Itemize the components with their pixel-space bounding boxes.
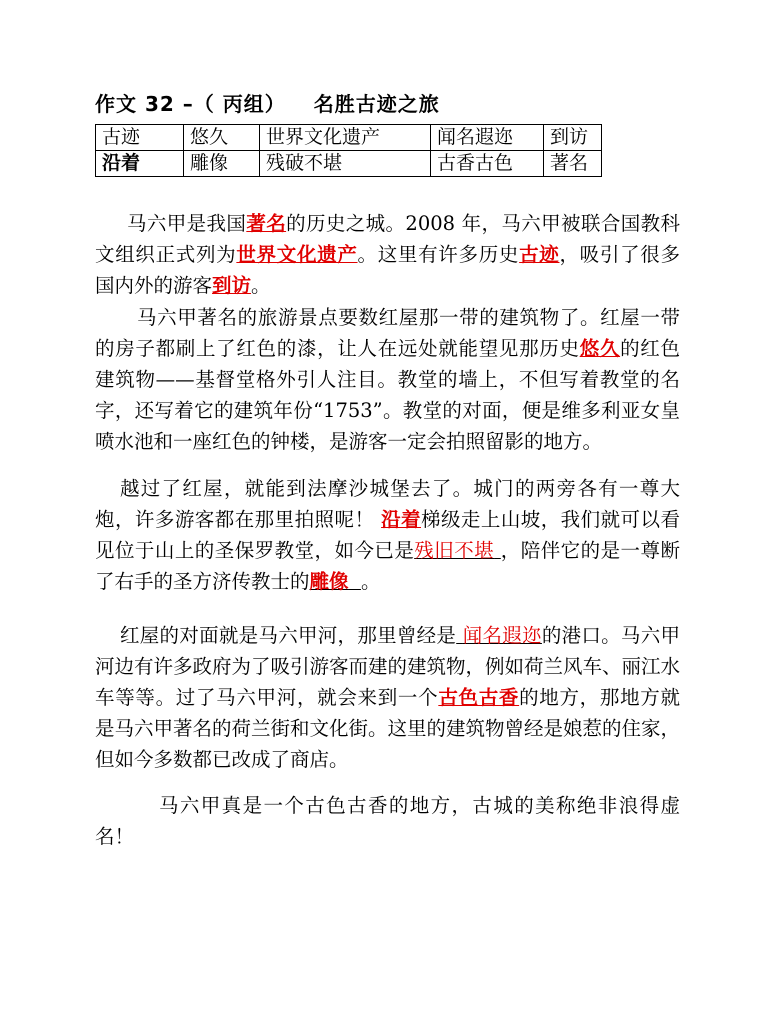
answer-blank (414, 539, 500, 562)
text-run: 马六甲是我国 (127, 212, 247, 235)
vocab-cell: 古迹 (96, 125, 184, 151)
keyword: 到访 (212, 274, 252, 297)
vocab-cell: 到访 (544, 125, 602, 151)
text-run: 梯级走上山坡，我们就可以看见位于山上的圣保罗教堂，如今已是 (95, 508, 680, 562)
text-run: 的红色建筑物——基督堂格外引人注目。教堂的墙上，不但写着教堂的名字，还写着它的建筑年份“1753”。教堂的对面，便是维多利亚女皇喷水池和一座红色的钟楼，是游客一定会拍照留影的地方。 (95, 337, 680, 453)
paragraph-2 (95, 302, 680, 457)
keyword: 悠久 (579, 337, 621, 360)
vocab-cell: 著名 (544, 151, 602, 177)
text-run: 。 (251, 274, 271, 297)
vocab-table (95, 124, 602, 177)
text-run: 的港口。马六甲河边有许多政府为了吸引游客而建的建筑物，例如荷兰风车、丽江水车等等。过了马六甲河，就会来到一个 (95, 624, 681, 709)
text-run: 。 (360, 570, 381, 593)
paragraph-1 (95, 208, 680, 301)
text-run: 越过了红屋，就能到法摩沙城堡去了。城门的两旁各有一尊大炮，许多游客都在那里拍照呢！ (95, 477, 680, 531)
keyword: 雕像 (309, 570, 349, 593)
text-run: 红屋的对面就是马六甲河，那里曾经是 (120, 624, 457, 647)
paragraph-3 (95, 473, 680, 597)
answer-blank (456, 624, 542, 647)
vocab-cell: 世界文化遗产 (260, 125, 431, 151)
text-run: ，陪伴它的是一尊断了右手的圣方济传教士的 (95, 539, 680, 593)
text-run: 马六甲真是一个古色古香的地方，古城的美称绝非浪得虚名！ (95, 794, 680, 848)
keyword: 沿着 (381, 508, 421, 531)
text-run: ，吸引了很多国内外的游客 (95, 243, 680, 297)
vocab-cell: 残破不堪 (260, 151, 431, 177)
title-left: 作文 32 –（ 丙组） (95, 92, 286, 116)
vocab-cell: 雕像 (184, 151, 260, 177)
keyword: 世界文化遗产 (236, 243, 358, 266)
title-right: 名胜古迹之旅 (313, 92, 440, 116)
keyword: 古迹 (519, 243, 560, 266)
keyword: 著名 (246, 212, 287, 235)
answer-blank (310, 570, 361, 593)
vocab-cell: 沿着 (96, 151, 184, 177)
text-run: 。这里有许多历史 (357, 243, 520, 266)
keyword: 古色古香 (438, 686, 520, 709)
page-title (95, 88, 440, 117)
keyword: 闻名遐迩 (462, 624, 542, 647)
keyword: 残旧不堪 (414, 539, 495, 562)
vocab-row (96, 125, 602, 151)
text-run: 的历史之城。2008 年，马六甲被联合国教科文组织正式列为 (95, 212, 680, 266)
text-run: 马六甲著名的旅游景点要数红屋那一带的建筑物了。红屋一带的房子都刷上了红色的漆，让人在远处就能望见那历史 (95, 306, 680, 360)
paragraph-4 (95, 620, 680, 775)
vocab-row (96, 151, 602, 177)
paragraph-5 (95, 790, 680, 852)
text-run: 的地方，那地方就是马六甲著名的荷兰街和文化街。这里的建筑物曾经是娘惹的住家，但如今多数都已改成了商店。 (95, 686, 681, 771)
vocab-cell: 悠久 (184, 125, 260, 151)
vocab-cell: 古香古色 (431, 151, 544, 177)
vocab-cell: 闻名遐迩 (431, 125, 544, 151)
